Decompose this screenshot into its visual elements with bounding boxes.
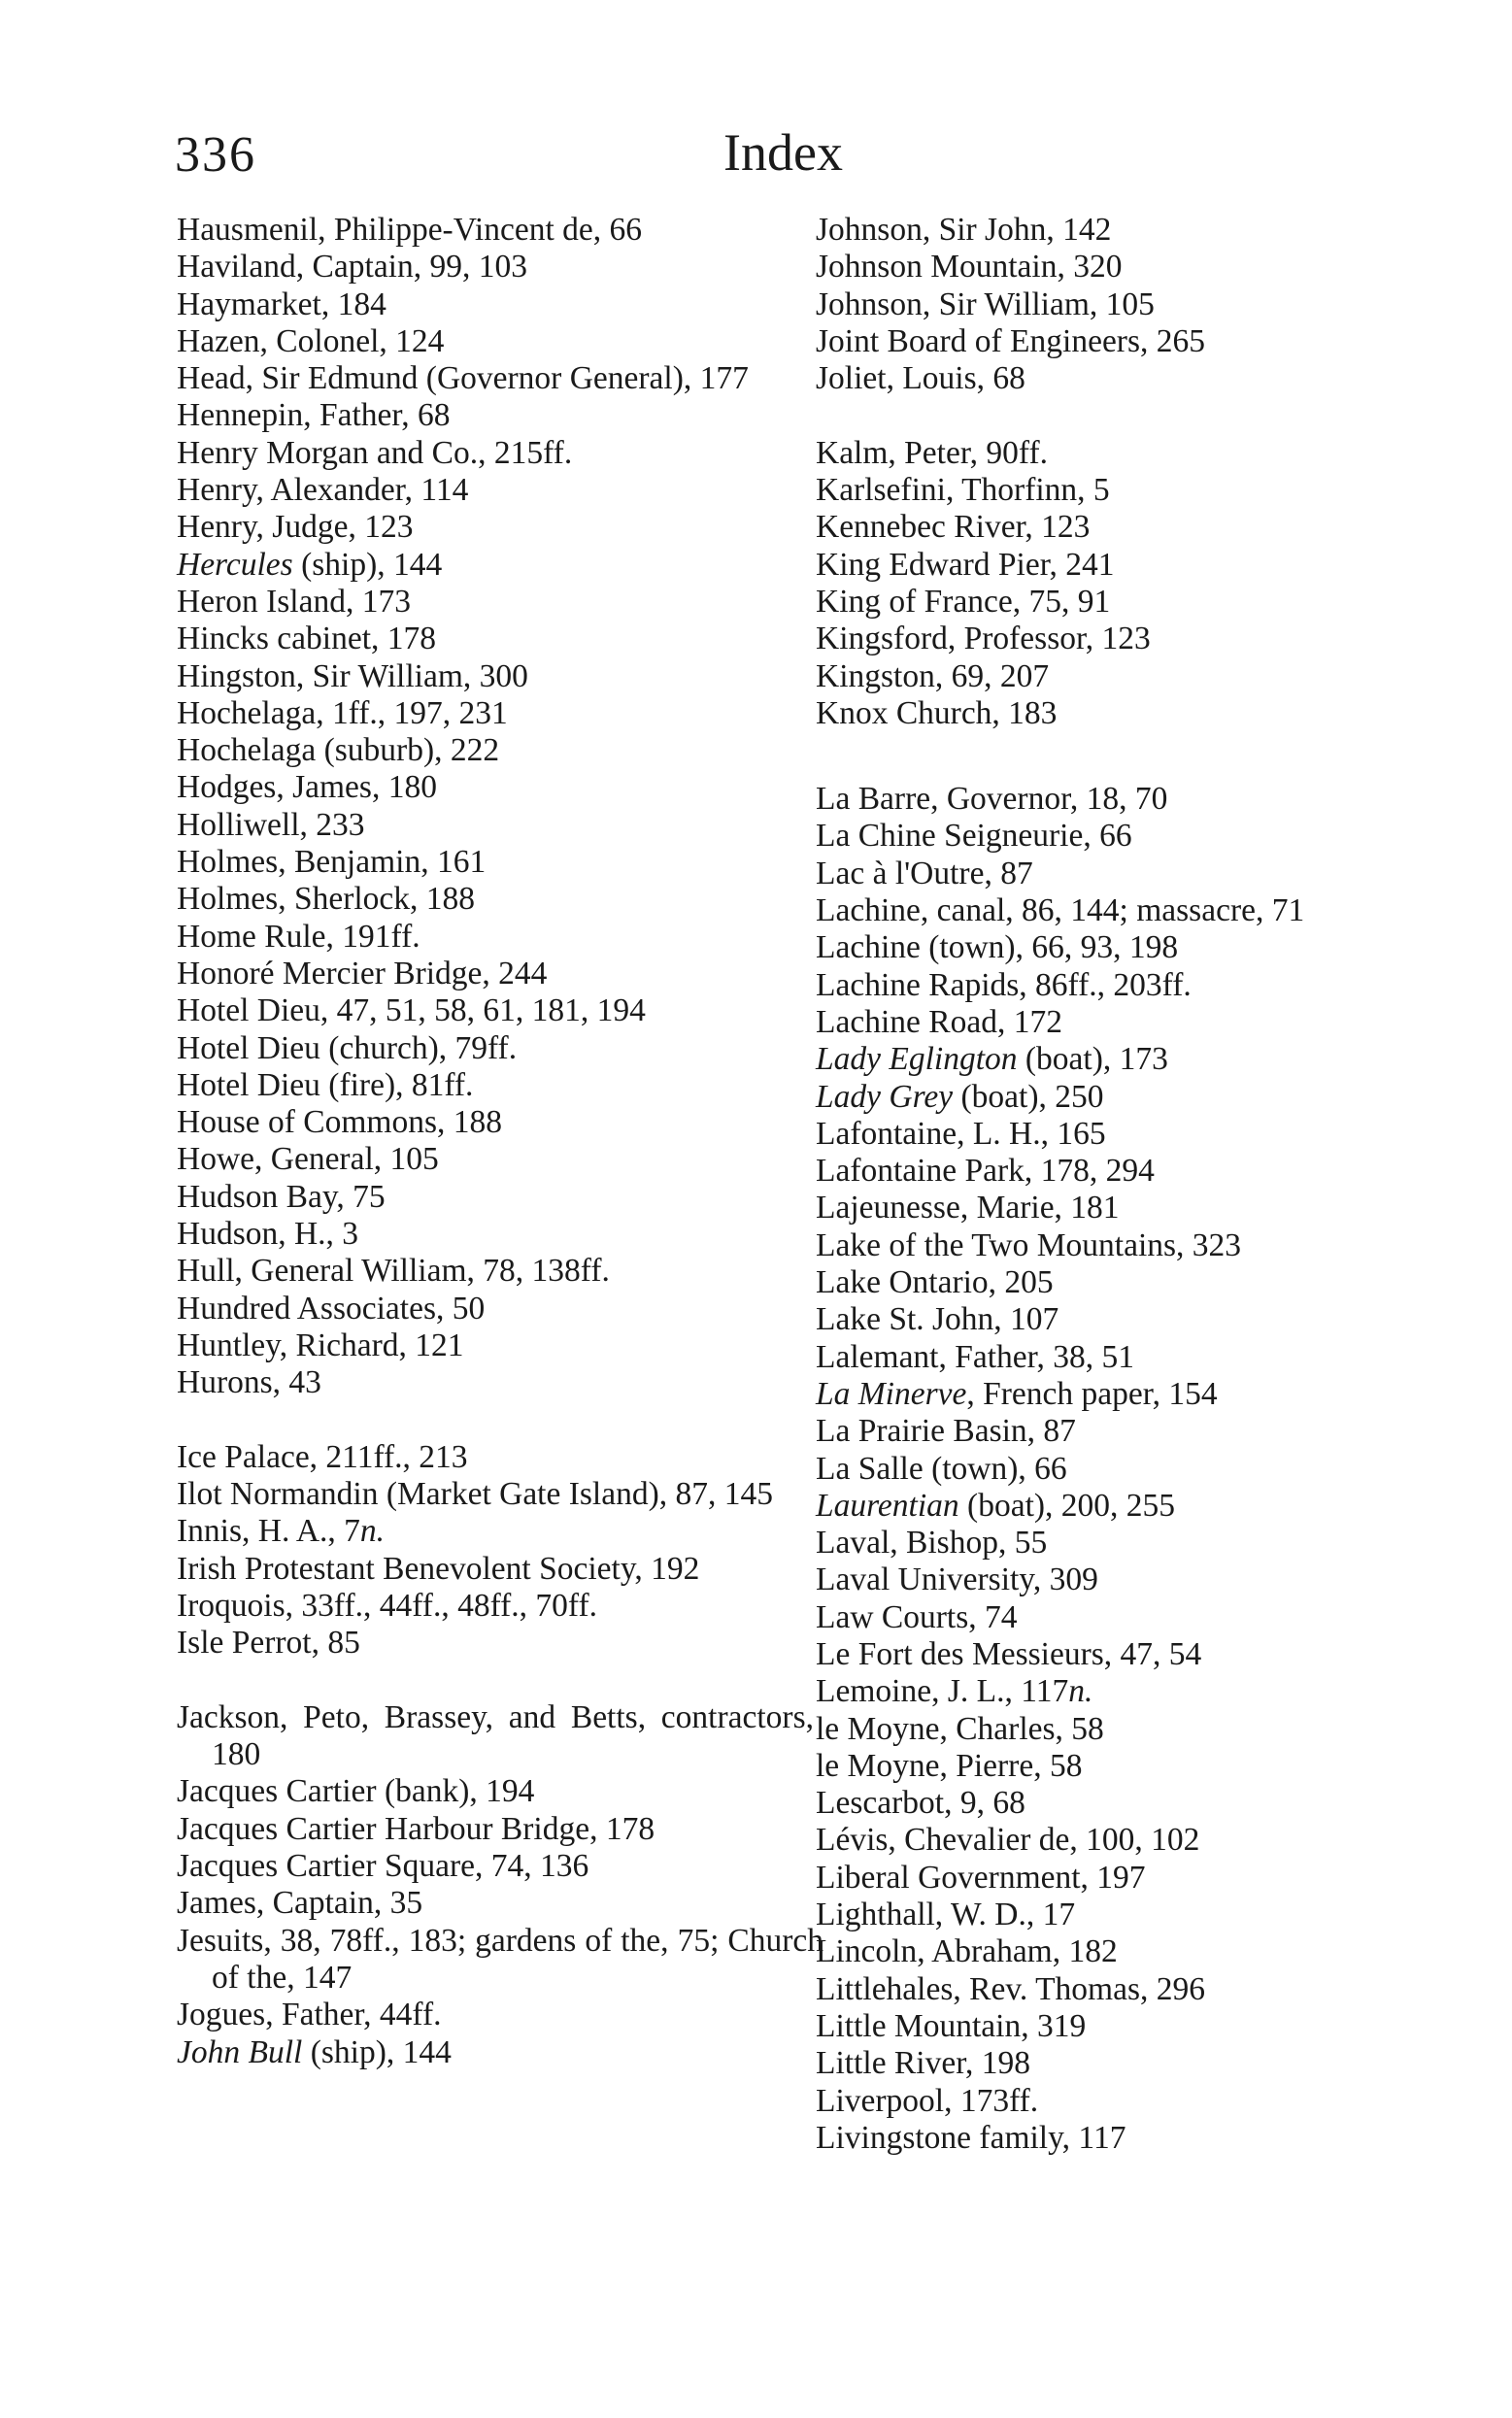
index-entry: Hull, General William, 78, 138ff. [177,1253,610,1290]
index-entry: House of Commons, 188 [177,1104,502,1141]
index-entry: Hodges, James, 180 [177,769,437,806]
index-entry: Honoré Mercier Bridge, 244 [177,955,548,991]
index-entry: Hurons, 43 [177,1364,321,1401]
index-entry: Ice Palace, 211ff., 213 [177,1438,468,1475]
index-entry: Lady Grey (boat), 250 [816,1078,1104,1115]
index-entry: King of France, 75, 91 [816,583,1111,620]
index-entry: Jackson, Peto, Brassey, and Betts, contractors, 180 [177,1698,814,1773]
index-entry: Joliet, Louis, 68 [816,360,1025,397]
index-entry: Lake of the Two Mountains, 323 [816,1226,1242,1263]
index-entry: Jacques Cartier Square, 74, 136 [177,1848,589,1885]
index-entry: Lady Eglington (boat), 173 [816,1041,1168,1078]
index-entry: La Chine Seigneurie, 66 [816,818,1132,855]
index-entry: Little River, 198 [816,2045,1031,2082]
index-entry: Liverpool, 173ff. [816,2082,1039,2119]
index-entry: Innis, H. A., 7n. [177,1513,386,1550]
index-entry: Lafontaine Park, 178, 294 [816,1153,1155,1190]
index-entry: Jesuits, 38, 78ff., 183; gardens of the, 75; Church of the, 147 [177,1922,823,1996]
index-entry: Johnson, Sir John, 142 [816,212,1112,248]
index-entry: Le Fort des Messieurs, 47, 54 [816,1635,1202,1672]
index-entry: Johnson Mountain, 320 [816,249,1123,285]
index-entry: Lake Ontario, 205 [816,1264,1054,1301]
index-entry: Isle Perrot, 85 [177,1625,360,1662]
index-entry: Holliwell, 233 [177,806,365,843]
index-entry: Home Rule, 191ff. [177,918,420,955]
index-entry: Joint Board of Engineers, 265 [816,322,1206,359]
index-entry: Kalm, Peter, 90ff. [816,434,1048,471]
group-spacer [177,1662,798,1699]
index-entry: Lafontaine, L. H., 165 [816,1115,1106,1152]
index-entry: Hotel Dieu (fire), 81ff. [177,1066,474,1103]
index-entry: Littlehales, Rev. Thomas, 296 [816,1970,1206,2007]
index-entry: Hochelaga, 1ff., 197, 231 [177,694,508,731]
index-entry: Lachine (town), 66, 93, 198 [816,929,1179,966]
index-entry: Henry, Alexander, 114 [177,472,469,509]
index-entry: King Edward Pier, 241 [816,546,1115,583]
index-entry: Jacques Cartier (bank), 194 [177,1773,535,1810]
index-entry: Hochelaga (suburb), 222 [177,732,500,769]
index-entry: Hazen, Colonel, 124 [177,322,445,359]
index-entry: Iroquois, 33ff., 44ff., 48ff., 70ff. [177,1587,597,1624]
index-group-j [177,1698,823,2071]
index-entry: Jacques Cartier Harbour Bridge, 178 [177,1810,655,1847]
index-group-k [816,435,1379,732]
index-entry: Irish Protestant Benevolent Society, 192 [177,1550,700,1587]
group-spacer [816,732,1379,781]
index-entry: Jogues, Father, 44ff. [177,1997,442,2033]
index-entry: Lemoine, J. L., 117n. [816,1673,1093,1710]
index-entry: Hotel Dieu (church), 79ff. [177,1029,518,1066]
index-entry: Laval University, 309 [816,1562,1098,1598]
index-entry: Howe, General, 105 [177,1141,439,1178]
page-title: Index [723,123,843,182]
index-entry: Lake St. John, 107 [816,1301,1059,1338]
index-entry: Lachine, canal, 86, 144; massacre, 71 [816,892,1305,929]
index-entry: Heron Island, 173 [177,583,411,620]
index-entry: Laval, Bishop, 55 [816,1525,1048,1562]
group-spacer [816,397,1379,434]
index-entry: La Barre, Governor, 18, 70 [816,781,1168,818]
index-entry: Lévis, Chevalier de, 100, 102 [816,1822,1200,1859]
index-entry: La Prairie Basin, 87 [816,1413,1076,1450]
index-entry: Hotel Dieu, 47, 51, 58, 61, 181, 194 [177,992,646,1029]
index-entry: Hennepin, Father, 68 [177,397,451,434]
index-entry: Liberal Government, 197 [816,1859,1146,1896]
index-entry: Henry Morgan and Co., 215ff. [177,434,573,471]
index-entry: Hudson, H., 3 [177,1216,359,1253]
index-entry: Lachine Rapids, 86ff., 203ff. [816,966,1192,1003]
group-spacer [177,1402,798,1439]
index-entry: Huntley, Richard, 121 [177,1327,464,1363]
index-entry: Holmes, Sherlock, 188 [177,881,476,918]
index-entry: Kingston, 69, 207 [816,657,1050,694]
index-entry: Hausmenil, Philippe-Vincent de, 66 [177,212,642,248]
index-entry: Lincoln, Abraham, 182 [816,1933,1118,1970]
index-entry: Karlsefini, Thorfinn, 5 [816,472,1110,509]
index-group-l [816,781,1379,2157]
index-entry: James, Captain, 35 [177,1885,423,1922]
index-group-j-cont [816,212,1379,397]
index-entry: Lac à l'Outre, 87 [816,855,1033,891]
index-entry: Kingsford, Professor, 123 [816,621,1151,657]
index-entry: Hingston, Sir William, 300 [177,657,528,694]
index-entry: le Moyne, Pierre, 58 [816,1747,1083,1784]
index-entry: Henry, Judge, 123 [177,509,414,546]
index-entry: Lalemant, Father, 38, 51 [816,1338,1134,1375]
index-entry: Haviland, Captain, 99, 103 [177,249,527,285]
index-entry: Law Courts, 74 [816,1598,1018,1635]
index-column-left [177,212,823,2071]
index-entry: Johnson, Sir William, 105 [816,285,1155,322]
index-entry: Hundred Associates, 50 [177,1290,486,1327]
index-entry: Lachine Road, 172 [816,1003,1062,1040]
index-entry: Little Mountain, 319 [816,2007,1087,2044]
index-entry: Lighthall, W. D., 17 [816,1897,1076,1933]
page-number: 336 [175,127,256,183]
index-entry: Kennebec River, 123 [816,509,1091,546]
index-entry: Hincks cabinet, 178 [177,621,437,657]
index-entry: Holmes, Benjamin, 161 [177,844,487,881]
index-entry: John Bull (ship), 144 [177,2033,452,2070]
index-entry: Hudson Bay, 75 [177,1178,386,1215]
index-entry: Livingstone family, 117 [816,2119,1126,2156]
index-entry: La Minerve, French paper, 154 [816,1375,1218,1412]
index-entry: Laurentian (boat), 200, 255 [816,1487,1176,1524]
index-group-i [177,1439,798,1662]
index-entry: Ilot Normandin (Market Gate Island), 87, 145 [177,1476,774,1513]
index-entry: Head, Sir Edmund (Governor General), 177 [177,360,749,397]
index-entry: La Salle (town), 66 [816,1450,1067,1487]
index-entry: Lescarbot, 9, 68 [816,1785,1025,1822]
index-entry: Haymarket, 184 [177,285,386,322]
index-column-right [816,212,1379,2157]
index-group-h [177,212,798,1402]
index-entry: Hercules (ship), 144 [177,546,443,583]
index-entry: Lajeunesse, Marie, 181 [816,1190,1120,1226]
index-entry: le Moyne, Charles, 58 [816,1710,1104,1747]
index-entry: Knox Church, 183 [816,694,1058,731]
